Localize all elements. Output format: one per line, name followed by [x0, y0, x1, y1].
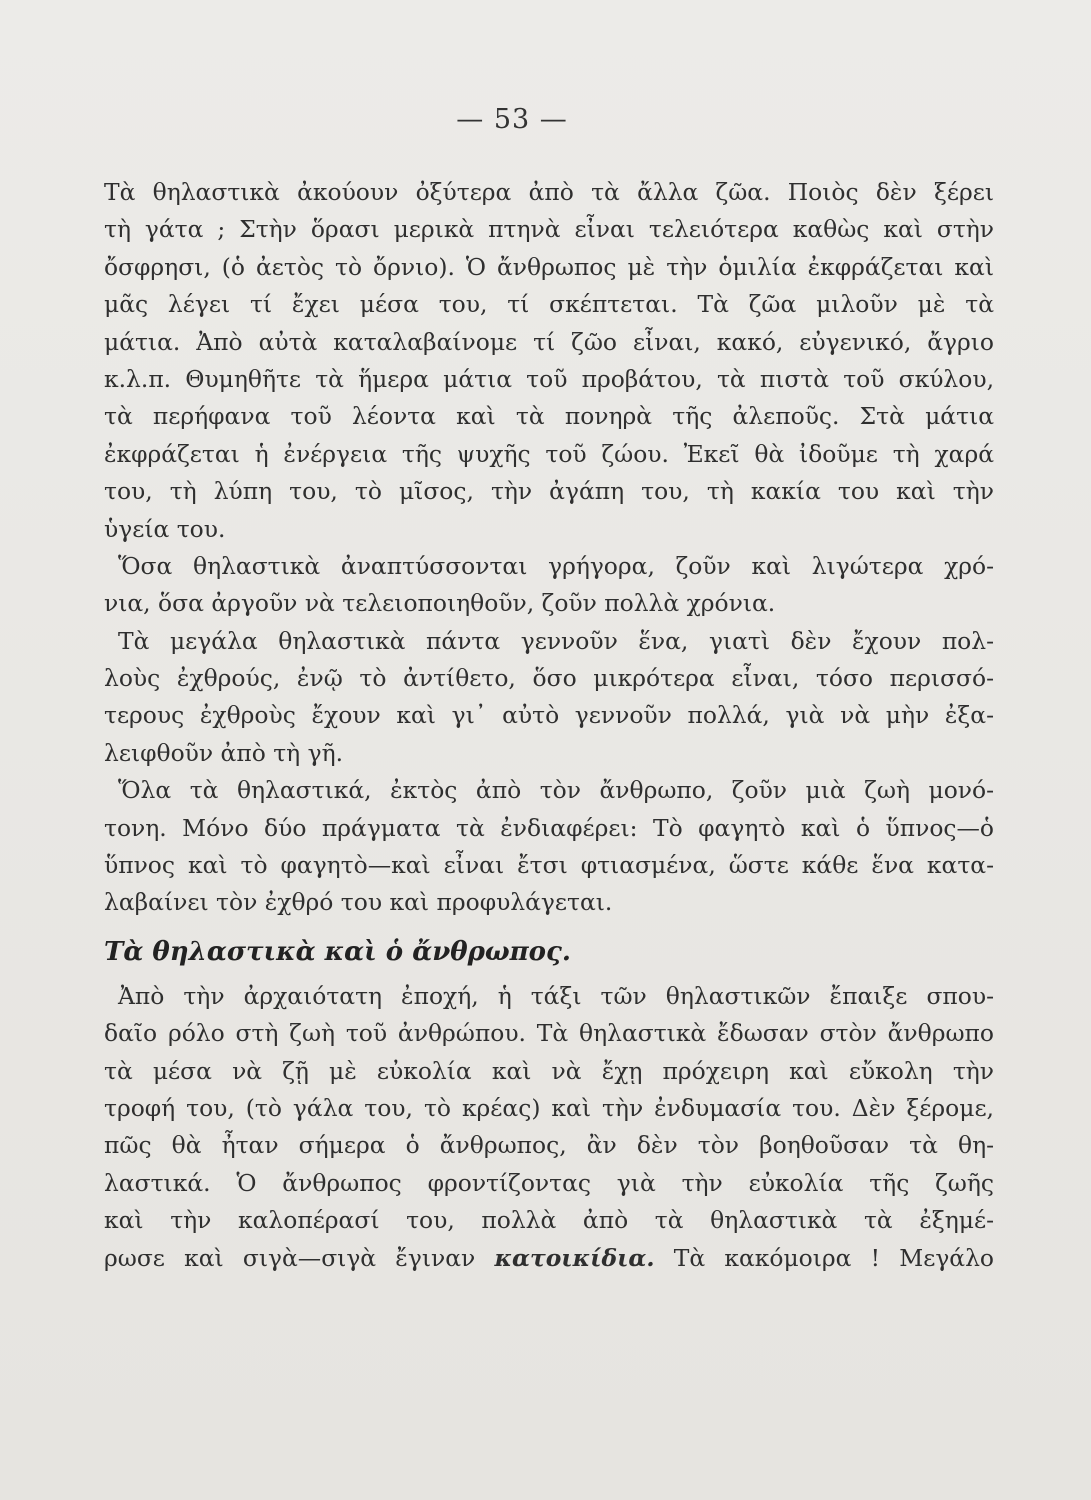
text-line: ὄσφρησι, (ὁ ἀετὸς τὸ ὄρνιο). Ὁ ἄνθρωπος μὲ τὴν ὁμιλία ἐκφράζεται καὶ	[104, 252, 994, 281]
text-line: Ὅλα τὰ θηλαστικά, ἐκτὸς ἀπὸ τὸν ἄνθρωπο, ζοῦν μιὰ ζωὴ μονό-	[118, 776, 994, 805]
paragraph	[104, 174, 994, 548]
text-line: του, τὴ λύπη του, τὸ μῖσος, τὴν ἀγάπη του, τὴ κακία του καὶ τὴν	[104, 477, 994, 506]
text-line: μάτια. Ἀπὸ αὐτὰ καταλαβαίνομε τί ζῶο εἶναι, κακό, εὐγενικό, ἄγριο	[104, 327, 994, 356]
text-line: μᾶς λέγει τί ἔχει μέσα του, τί σκέπτεται. Τὰ ζῶα μιλοῦν μὲ τὰ	[104, 290, 994, 319]
text-line: Τὰ μεγάλα θηλαστικὰ πάντα γεννοῦν ἕνα, γιατὶ δὲν ἔχουν πολ-	[118, 626, 994, 655]
emphasized-word: κατοικίδια.	[494, 1243, 655, 1272]
text-line: νια, ὅσα ἀργοῦν νὰ τελειοποιηθοῦν, ζοῦν πολλὰ χρόνια.	[104, 589, 776, 618]
text-run: Τὰ κακόμοιρα ! Μεγάλο	[654, 1243, 994, 1272]
page-number: — 53 —	[456, 104, 568, 135]
section-heading: Τὰ θηλαστικὰ καὶ ὁ ἄνθρωπος.	[104, 936, 571, 967]
text-line: λαβαίνει τὸν ἐχθρό του καὶ προφυλάγεται.	[104, 888, 613, 917]
body-text	[104, 174, 994, 1277]
text-line: λαστικά. Ὁ ἄνθρωπος φροντίζοντας γιὰ τὴν εὐκολία τῆς ζωῆς	[104, 1168, 994, 1197]
paragraph	[104, 978, 994, 1277]
paragraph	[104, 623, 994, 773]
text-line: Ὅσα θηλαστικὰ ἀναπτύσσονται γρήγορα, ζοῦν καὶ λιγώτερα χρό-	[118, 551, 994, 580]
paragraph	[104, 548, 994, 623]
text-line: τὰ μέσα νὰ ζῇ μὲ εὐκολία καὶ νὰ ἔχῃ πρόχειρη καὶ εὔκολη τὴν	[104, 1056, 994, 1085]
text-line: ὕπνος καὶ τὸ φαγητὸ—καὶ εἶναι ἔτσι φτιασμένα, ὥστε κάθε ἕνα κατα-	[104, 851, 994, 880]
text-line: ἐκφράζεται ἡ ἐνέργεια τῆς ψυχῆς τοῦ ζώου. Ἐκεῖ θὰ ἰδοῦμε τὴ χαρά	[104, 439, 994, 468]
text-line: τὴ γάτα ; Στὴν ὅρασι μερικὰ πτηνὰ εἶναι τελειότερα καθὼς καὶ στὴν	[104, 215, 994, 244]
text-line: ὑγεία του.	[104, 514, 226, 543]
text-line: λειφθοῦν ἀπὸ τὴ γῆ.	[104, 738, 344, 767]
text-line: καὶ τὴν καλοπέρασί του, πολλὰ ἀπὸ τὰ θηλαστικὰ τὰ ἐξημέ-	[104, 1206, 994, 1235]
text-run: ρωσε καὶ σιγὰ—σιγὰ ἔγιναν	[104, 1243, 495, 1272]
text-line: Τὰ θηλαστικὰ ἀκούουν ὀξύτερα ἀπὸ τὰ ἄλλα ζῶα. Ποιὸς δὲν ξέρει	[104, 178, 994, 206]
text-line: λοὺς ἐχθρούς, ἐνῷ τὸ ἀντίθετο, ὅσο μικρότερα εἶναι, τόσο περισσό-	[104, 664, 994, 693]
text-line: Ἀπὸ τὴν ἀρχαιότατη ἐποχή, ἡ τάξι τῶν θηλαστικῶν ἔπαιξε σπου-	[118, 981, 994, 1010]
text-line: τροφή του, (τὸ γάλα του, τὸ κρέας) καὶ τὴν ἐνδυμασία του. Δὲν ξέρομε,	[104, 1093, 994, 1122]
text-line: τὰ περήφανα τοῦ λέοντα καὶ τὰ πονηρὰ τῆς ἀλεποῦς. Στὰ μάτια	[104, 402, 994, 431]
text-line: πῶς θὰ ἦταν σήμερα ὁ ἄνθρωπος, ἂν δὲν τὸν βοηθοῦσαν τὰ θη-	[104, 1131, 994, 1160]
paragraph	[104, 772, 994, 922]
text-line	[104, 1240, 994, 1277]
text-line: δαῖο ρόλο στὴ ζωὴ τοῦ ἀνθρώπου. Τὰ θηλαστικὰ ἔδωσαν στὸν ἄνθρωπο	[104, 1019, 994, 1048]
text-line: τονη. Μόνο δύο πράγματα τὰ ἐνδιαφέρει: Τὸ φαγητὸ καὶ ὁ ὕπνος—ὁ	[104, 813, 994, 842]
text-line: κ.λ.π. Θυμηθῆτε τὰ ἥμερα μάτια τοῦ προβάτου, τὰ πιστὰ τοῦ σκύλου,	[104, 364, 994, 393]
text-line: τερους ἐχθροὺς ἔχουν καὶ γι᾽ αὐτὸ γεννοῦν πολλά, γιὰ νὰ μὴν ἐξα-	[104, 701, 994, 730]
